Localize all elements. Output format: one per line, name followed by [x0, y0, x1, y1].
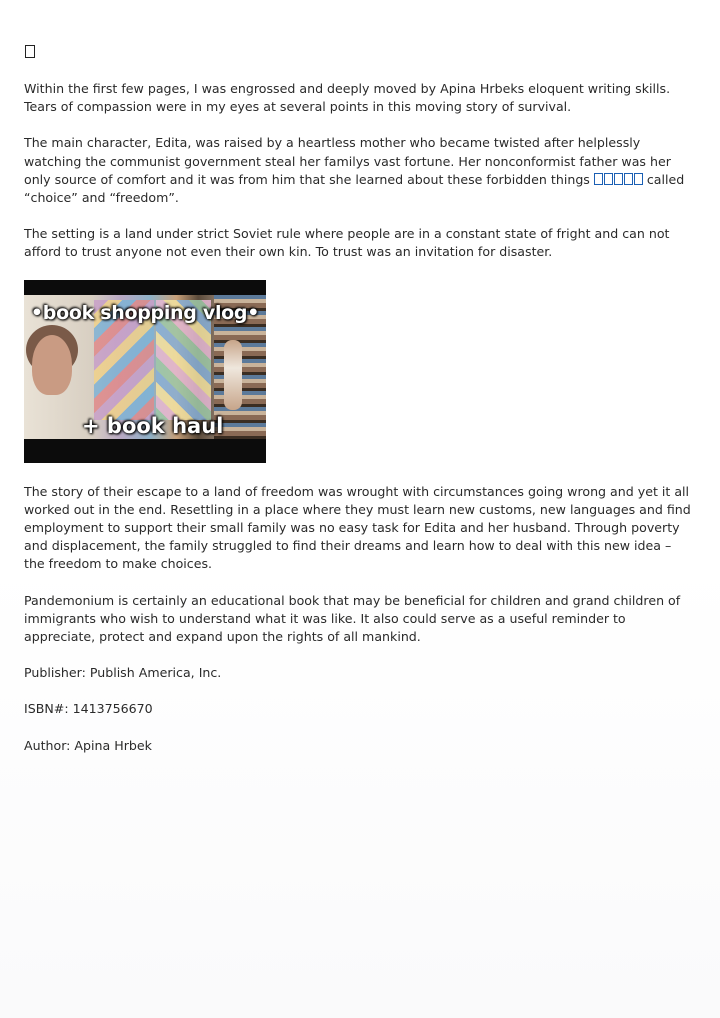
paragraph-setting: The setting is a land under strict Soviet rule where people are in a constant state of fright and can not afford to trust anyone not even their own kin. To trust was an invitation for disaster. [24, 226, 670, 260]
thumbnail-title: •book shopping vlog• [30, 301, 260, 324]
paragraph-escape: The story of their escape to a land of freedom was wrought with circumstances going wrong and yet it all worked out in the end. Resettling in a place where they must learn new customs, new languages and find employment to support their small family was no easy task for Edita and her husband. Through poverty and displacement, the family struggled to find their dreams and learn how to deal with this new idea – the freedom to make choices. [24, 483, 691, 572]
glyph-icon [594, 173, 603, 185]
paragraph-main-character [24, 134, 694, 207]
paragraph-main-character-end: called “choice” and “freedom”. [24, 171, 685, 206]
glyph-icon [604, 173, 613, 185]
glyph-icon [624, 173, 633, 185]
glyph-icon [614, 173, 623, 185]
person-face-shape [32, 335, 72, 395]
video-thumbnail[interactable] [24, 280, 266, 463]
author-line: Author: Apina Hrbek [24, 737, 152, 753]
shopper-figure [224, 340, 242, 410]
placeholder-glyph-icon [25, 45, 35, 58]
paragraph-intro: Within the first few pages, I was engrossed and deeply moved by Apina Hrbeks eloquent writing skills. Tears of compassion were in my eyes at several points in this moving story of survival. [24, 81, 671, 115]
paragraph-main-character-text: The main character, Edita, was raised by a heartless mother who became twisted after helplessly watching the communist government steal her familys vast fortune. Her nonconformist father was her only source of comfort and it was from him that she learned about these forbidden things [24, 135, 671, 187]
isbn-line: ISBN#: 1413756670 [24, 701, 153, 717]
inline-glyph-link[interactable] [594, 173, 643, 185]
thumbnail-subtitle: + book haul [82, 413, 224, 438]
missing-glyph-icon [24, 40, 694, 62]
article-body [24, 40, 694, 773]
publisher-line: Publisher: Publish America, Inc. [24, 665, 222, 681]
glyph-icon [634, 173, 643, 185]
paragraph-conclusion: Pandemonium is certainly an educational book that may be beneficial for children and grand children of immigrants who wish to understand what it was like. It also could serve as a useful reminder to appreciate, protect and expand upon the rights of all mankind. [24, 592, 681, 645]
